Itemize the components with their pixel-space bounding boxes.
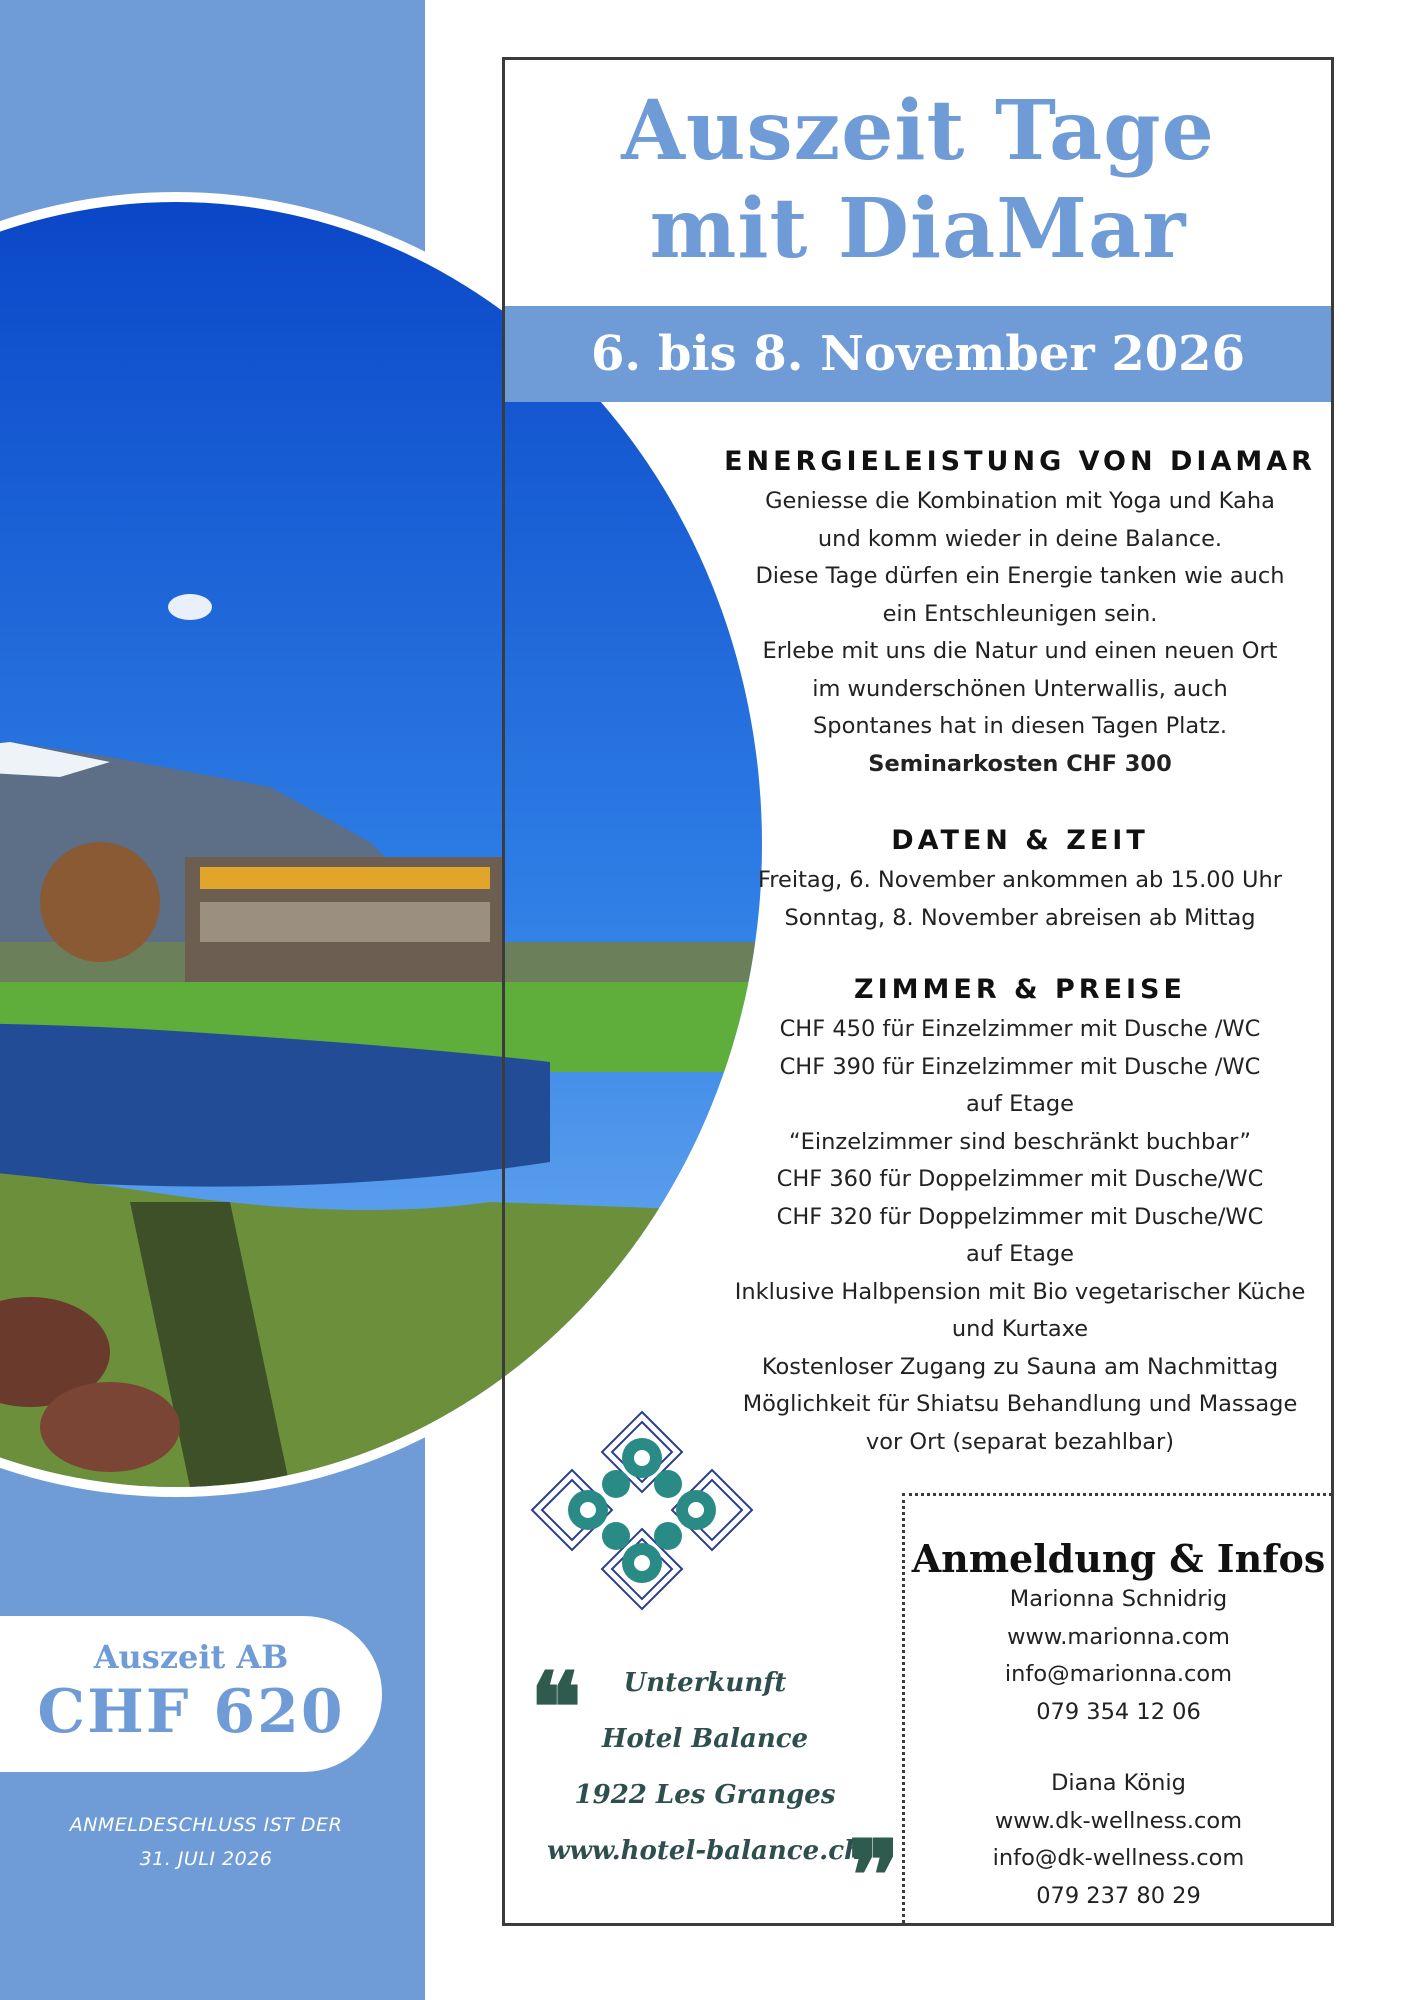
title-line-2: mit DiaMar: [649, 181, 1187, 277]
title-line-1: Auszeit Tage: [621, 83, 1215, 179]
zimmer-line: CHF 390 für Einzelzimmer mit Dusche /WC: [779, 1053, 1261, 1080]
accommodation-line: 1922 Les Granges: [574, 1780, 836, 1810]
energie-line: im wunderschönen Unterwallis, auch: [812, 675, 1228, 702]
contact-email: info@dk-wellness.com: [992, 1845, 1245, 1871]
zimmer-line: CHF 360 für Doppelzimmer mit Dusche/WC: [776, 1166, 1264, 1192]
zimmer-heading: ZIMMER & PREISE: [854, 974, 1186, 1005]
zimmer-line: Kostenloser Zugang zu Sauna am Nachmittag: [761, 1353, 1279, 1380]
daten-line: Sonntag, 8. November abreisen ab Mittag: [784, 904, 1256, 931]
accommodation-info: [540, 1655, 870, 1879]
zimmer-section: [715, 974, 1325, 1461]
deadline-line-2: 31. JULI 2026: [139, 1848, 273, 1870]
hotel-website: www.hotel-balance.ch: [547, 1836, 863, 1866]
price-label: Auszeit AB: [93, 1638, 289, 1676]
zimmer-line: und Kurtaxe: [951, 1316, 1089, 1342]
contact-website: www.marionna.com: [1007, 1623, 1230, 1650]
quote-open-icon: ❝: [530, 1651, 582, 1764]
zimmer-line: vor Ort (separat bezahlbar): [865, 1428, 1175, 1455]
registration-deadline: [0, 1808, 412, 1876]
zimmer-line: Inklusive Halbpension mit Bio vegetarischer Küche: [734, 1278, 1306, 1305]
energie-line: ein Entschleunigen sein.: [882, 600, 1158, 627]
zimmer-line: “Einzelzimmer sind beschränkt buchbar”: [789, 1128, 1251, 1155]
contact-box: [902, 1493, 1332, 1923]
page-title: [505, 82, 1331, 278]
daten-heading: DATEN & ZEIT: [891, 825, 1149, 856]
contact-phone: 079 237 80 29: [1036, 1882, 1201, 1909]
zimmer-line: auf Etage: [965, 1241, 1075, 1267]
energie-line: Geniesse die Kombination mit Yoga und Kaha: [765, 488, 1275, 514]
accommodation-line: Unterkunft: [623, 1668, 787, 1698]
seminar-cost: Seminarkosten CHF 300: [868, 750, 1172, 777]
energie-line: Erlebe mit uns die Natur und einen neuen Ort: [762, 638, 1278, 664]
deadline-line-1: ANMELDESCHLUSS IST DER: [69, 1814, 343, 1836]
zimmer-line: CHF 320 für Doppelzimmer mit Dusche/WC: [776, 1203, 1264, 1230]
date-banner: 6. bis 8. November 2026: [505, 306, 1331, 402]
energie-line: und komm wieder in deine Balance.: [817, 525, 1223, 552]
zimmer-line: auf Etage: [965, 1091, 1075, 1117]
quote-close-icon: ❞: [848, 1819, 900, 1932]
price-badge: [0, 1616, 382, 1772]
contact-name: Diana König: [1051, 1770, 1186, 1796]
zimmer-line: CHF 450 für Einzelzimmer mit Dusche /WC: [779, 1016, 1261, 1042]
contact-phone: 079 354 12 06: [1036, 1698, 1201, 1725]
daten-line: Freitag, 6. November ankommen ab 15.00 Uhr: [757, 867, 1283, 893]
energie-heading: ENERGIELEISTUNG VON DIAMAR: [724, 446, 1316, 477]
zimmer-line: Möglichkeit für Shiatsu Behandlung und Massage: [742, 1391, 1298, 1417]
energie-line: Diese Tage dürfen ein Energie tanken wie auch: [755, 563, 1285, 589]
contact-email: info@marionna.com: [1004, 1661, 1233, 1687]
accommodation-line: Hotel Balance: [601, 1724, 809, 1754]
diamar-logo: [528, 1408, 756, 1613]
price-value: CHF 620: [37, 1677, 345, 1747]
energie-line: Spontanes hat in diesen Tagen Platz.: [813, 713, 1227, 739]
contact-name: Marionna Schnidrig: [1009, 1586, 1228, 1612]
daten-section: [715, 825, 1325, 937]
contact-website: www.dk-wellness.com: [994, 1807, 1243, 1834]
energie-section: [715, 446, 1325, 783]
contact-heading: Anmeldung & Infos: [911, 1536, 1326, 1581]
